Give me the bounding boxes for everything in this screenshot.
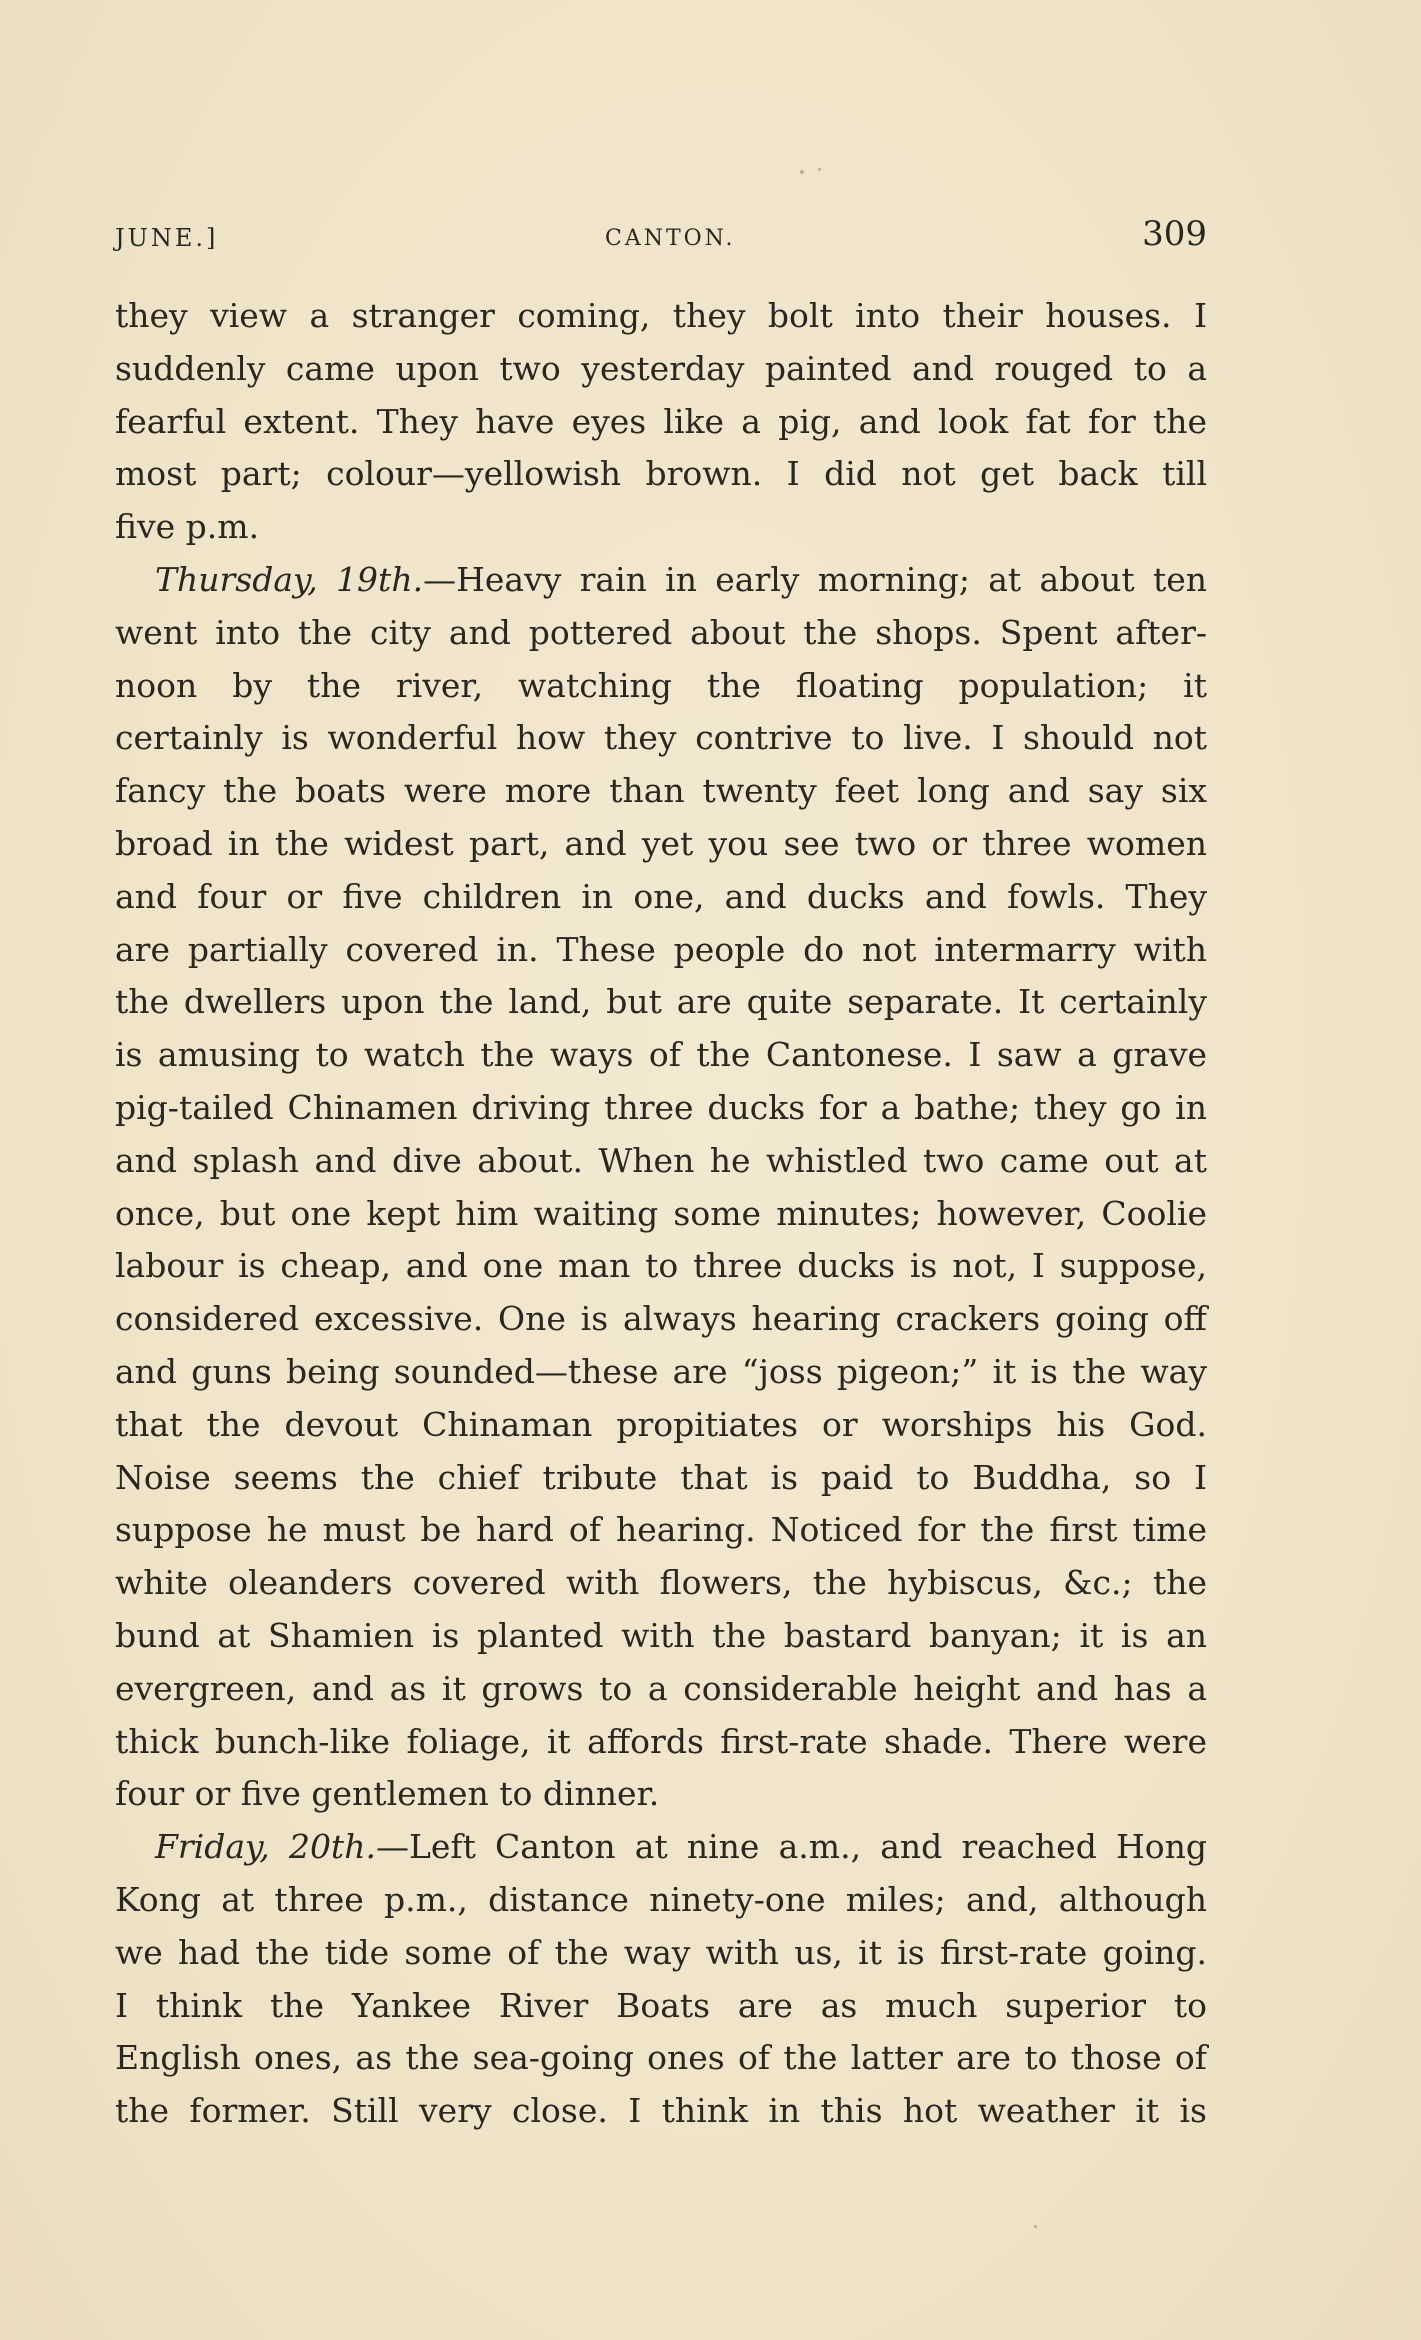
text-line <box>115 1399 1207 1452</box>
text-line <box>115 871 1207 924</box>
line-text: fearful extent. They have eyes like a pig, and look fat for the <box>115 401 1207 441</box>
line-text: and guns being sounded—these are “joss pigeon;” it is the way <box>115 1351 1207 1391</box>
text-line <box>115 1240 1207 1293</box>
text-line <box>115 290 1207 343</box>
line-text: Noise seems the chief tribute that is paid to Buddha, so I <box>115 1457 1207 1497</box>
line-text: —Left Canton at nine a.m., and reached Hong <box>375 1827 1208 1867</box>
line-text: considered excessive. One is always hearing crackers going off <box>115 1299 1207 1339</box>
text-line <box>115 1452 1207 1505</box>
header-month: JUNE.] <box>115 224 219 252</box>
text-line <box>115 1029 1207 1082</box>
line-text: evergreen, and as it grows to a considerable height and has a <box>115 1668 1207 1708</box>
page-number: 309 <box>1142 214 1207 254</box>
line-text: white oleanders covered with flowers, the hybiscus, &c.; the <box>115 1563 1207 1603</box>
paper-speck <box>818 168 821 171</box>
line-text: and four or five children in one, and ducks and fowls. They <box>115 876 1207 916</box>
line-text: pig-tailed Chinamen driving three ducks for a bathe; they go in <box>115 1087 1207 1127</box>
text-line <box>115 976 1207 1029</box>
line-text: the dwellers upon the land, but are quite separate. It certainly <box>115 982 1207 1022</box>
line-text: went into the city and pottered about the shops. Spent after- <box>115 612 1207 652</box>
text-line <box>115 660 1207 713</box>
line-text: certainly is wonderful how they contrive to live. I should not <box>115 718 1207 758</box>
text-line <box>115 1082 1207 1135</box>
line-text: English ones, as the sea-going ones of the latter are to those of <box>115 2038 1207 2078</box>
text-line <box>115 1768 1207 1821</box>
text-line <box>115 1293 1207 1346</box>
text-line <box>115 1346 1207 1399</box>
line-text: the former. Still very close. I think in this hot weather it is <box>115 2091 1207 2131</box>
line-text: they view a stranger coming, they bolt into their houses. I <box>115 296 1207 335</box>
line-text: once, but one kept him waiting some minutes; however, Coolie <box>115 1193 1207 1233</box>
text-line <box>115 343 1207 396</box>
entry-date: Thursday, 19th. <box>155 559 424 599</box>
text-line <box>115 712 1207 765</box>
line-text: I think the Yankee River Boats are as much superior to <box>115 1985 1207 2025</box>
text-line <box>115 2085 1207 2138</box>
text-line <box>115 1821 1207 1874</box>
line-text: thick bunch-like foliage, it affords first-rate shade. There were <box>115 1721 1207 1761</box>
line-text: fancy the boats were more than twenty feet long and say six <box>115 771 1207 811</box>
text-line <box>115 1188 1207 1241</box>
line-text: broad in the widest part, and yet you see two or three women <box>115 823 1207 863</box>
paper-speck <box>1034 2225 1037 2228</box>
text-line <box>115 1135 1207 1188</box>
line-text: four or five gentlemen to dinner. <box>115 1774 660 1814</box>
line-text: and splash and dive about. When he whistled two came out at <box>115 1140 1207 1180</box>
text-line <box>115 396 1207 449</box>
text-line <box>115 1663 1207 1716</box>
line-text: bund at Shamien is planted with the bastard banyan; it is an <box>115 1615 1207 1655</box>
entry-date: Friday, 20th. <box>155 1827 376 1867</box>
text-line <box>115 1927 1207 1980</box>
running-header <box>115 214 1207 262</box>
line-text: most part; colour—yellowish brown. I did not get back till <box>115 454 1207 494</box>
line-text: that the devout Chinaman propitiates or worships his God. <box>115 1404 1207 1444</box>
line-text: noon by the river, watching the floating population; it <box>115 665 1207 705</box>
text-line <box>115 1874 1207 1927</box>
text-line <box>115 448 1207 501</box>
text-line <box>115 1504 1207 1557</box>
text-line <box>115 1980 1207 2033</box>
text-line <box>115 554 1207 607</box>
text-line <box>115 1610 1207 1663</box>
text-line <box>115 924 1207 977</box>
line-text: are partially covered in. These people do not intermarry with <box>115 929 1207 969</box>
text-line <box>115 1557 1207 1610</box>
line-text: labour is cheap, and one man to three ducks is not, I suppose, <box>115 1246 1207 1286</box>
line-text: five p.m. <box>115 507 260 547</box>
header-title: CANTON. <box>605 226 736 251</box>
text-line <box>115 501 1207 554</box>
line-text: —Heavy rain in early morning; at about ten <box>423 559 1207 599</box>
body-text <box>115 290 1207 2138</box>
line-text: suddenly came upon two yesterday painted and rouged to a <box>115 348 1207 388</box>
line-text: suppose he must be hard of hearing. Noticed for the first time <box>115 1510 1207 1550</box>
text-line <box>115 2032 1207 2085</box>
text-line <box>115 1716 1207 1769</box>
paper-speck <box>800 170 804 174</box>
line-text: we had the tide some of the way with us, it is first-rate going. <box>115 1932 1207 1972</box>
text-line <box>115 765 1207 818</box>
text-line <box>115 818 1207 871</box>
line-text: is amusing to watch the ways of the Cantonese. I saw a grave <box>115 1035 1207 1075</box>
line-text: Kong at three p.m., distance ninety-one miles; and, although <box>115 1879 1207 1919</box>
text-line <box>115 607 1207 660</box>
